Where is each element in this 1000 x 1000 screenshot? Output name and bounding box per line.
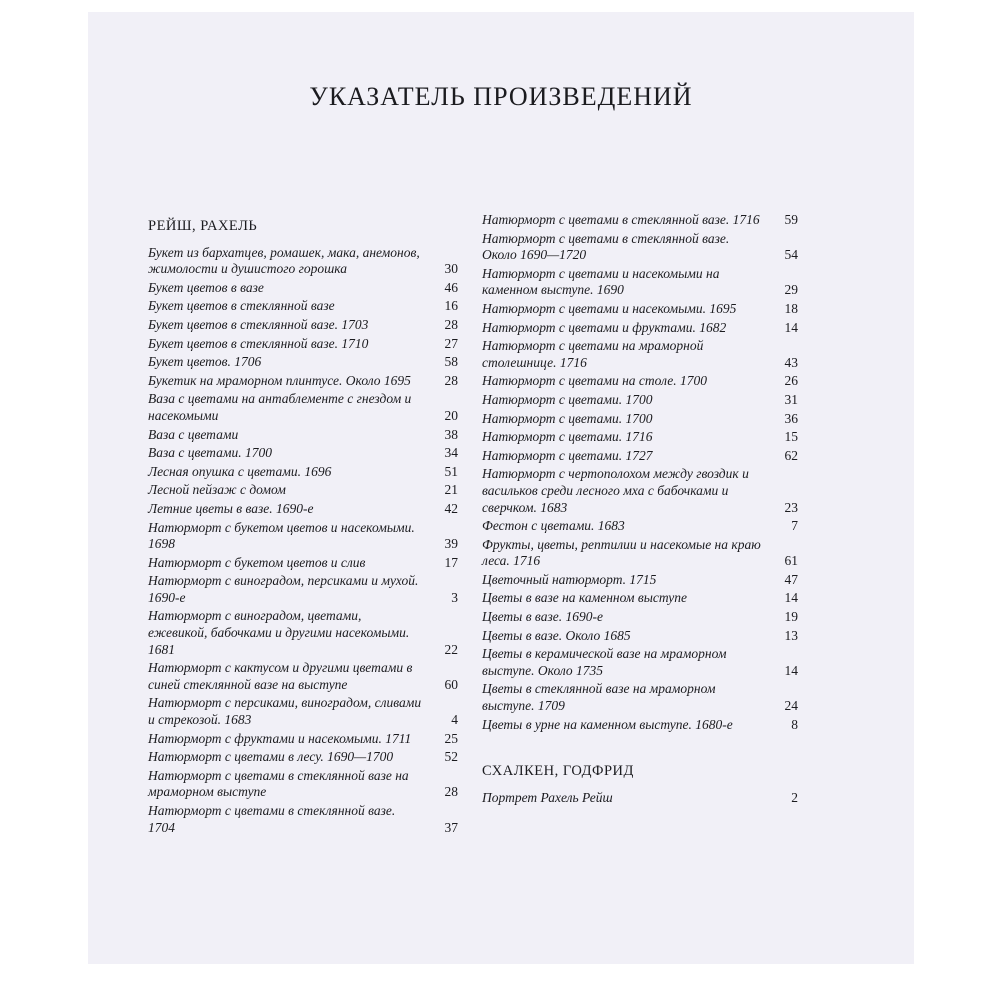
- index-column-right: [482, 212, 798, 808]
- index-entry: [148, 391, 458, 424]
- entry-page: 30: [444, 261, 458, 277]
- entry-page: 28: [444, 316, 458, 332]
- entry-title: Натюрморт с цветами. 1716: [482, 429, 653, 445]
- index-entry: [482, 212, 798, 229]
- entry-title: Натюрморт с цветами в лесу. 1690—1700: [148, 749, 394, 765]
- index-entry: [482, 373, 798, 390]
- index-entry: [148, 280, 458, 297]
- index-entry: [148, 482, 458, 499]
- entry-page: 26: [784, 373, 798, 389]
- entry-page: 42: [444, 500, 458, 516]
- entry-page: 36: [784, 410, 798, 426]
- index-entry: [482, 466, 798, 516]
- index-entry: [482, 681, 798, 714]
- entry-title: Натюрморт с цветами в стеклянной вазе на мраморном выступе: [148, 767, 409, 800]
- index-entry: [148, 695, 458, 728]
- entry-page: 22: [444, 641, 458, 657]
- index-entry: [148, 317, 458, 334]
- entry-title: Ваза с цветами. 1700: [148, 445, 272, 461]
- entry-title: Букет цветов в стеклянной вазе: [148, 298, 335, 314]
- entry-title: Цветы в урне на каменном выступе. 1680-е: [482, 716, 733, 732]
- entry-page: 27: [444, 335, 458, 351]
- index-entry: [482, 572, 798, 589]
- entry-page: 2: [791, 789, 798, 805]
- entry-page: 54: [784, 247, 798, 263]
- entry-title: Цветы в вазе. Около 1685: [482, 627, 631, 643]
- index-entry: [482, 646, 798, 679]
- entry-title: Натюрморт с цветами и насекомыми на каменном выступе. 1690: [482, 265, 720, 298]
- index-entry: [482, 609, 798, 626]
- entry-title: Ваза с цветами на антаблементе с гнездом и насекомыми: [148, 391, 412, 423]
- index-entry: [482, 717, 798, 734]
- entry-page: 31: [784, 391, 798, 407]
- entry-page: 43: [784, 354, 798, 370]
- entry-title: Букет из бархатцев, ромашек, мака, анемонов, жимолости и душистого горошка: [148, 244, 420, 277]
- entry-title: Натюрморт с цветами на мраморной столешнице. 1716: [482, 338, 704, 370]
- book-page: [88, 12, 914, 964]
- entry-page: 14: [784, 662, 798, 678]
- entry-page: 51: [444, 463, 458, 479]
- entry-title: Цветы в керамической вазе на мраморном выступе. Около 1735: [482, 646, 727, 678]
- index-entry: [148, 573, 458, 606]
- index-entry: [482, 320, 798, 337]
- entry-title: Натюрморт с букетом цветов и слив: [148, 554, 366, 570]
- entry-title: Натюрморт с цветами в стеклянной вазе. 1704: [148, 803, 396, 835]
- entry-title: Натюрморт с кактусом и другими цветами в синей стеклянной вазе на выступе: [148, 660, 413, 692]
- entry-title: Натюрморт с цветами и фруктами. 1682: [482, 319, 727, 335]
- entry-page: 14: [784, 590, 798, 606]
- entry-title: Букет цветов в стеклянной вазе. 1710: [148, 335, 369, 351]
- index-entry: [148, 427, 458, 444]
- entry-title: Цветы в вазе на каменном выступе: [482, 590, 687, 606]
- entry-page: 29: [784, 282, 798, 298]
- entry-title: Портрет Рахель Рейш: [482, 789, 613, 805]
- entry-page: 46: [444, 279, 458, 295]
- index-entry: [482, 392, 798, 409]
- entry-page: 28: [444, 372, 458, 388]
- entry-page: 47: [784, 571, 798, 587]
- entry-page: 28: [444, 784, 458, 800]
- entry-title: Натюрморт с цветами в стеклянной вазе. Около 1690—1720: [482, 230, 730, 263]
- entry-page: 39: [444, 536, 458, 552]
- entry-page: 23: [784, 499, 798, 515]
- index-entry: [148, 731, 458, 748]
- index-entry: [482, 790, 798, 807]
- entry-title: Букет цветов. 1706: [148, 354, 262, 370]
- entry-page: 7: [791, 518, 798, 534]
- entry-title: Натюрморт с виноградом, персиками и мухой. 1690-е: [148, 573, 419, 605]
- artist-heading: СХАЛКЕН, ГОДФРИД: [482, 763, 634, 780]
- entry-title: Натюрморт с виноградом, цветами, ежевикой, бабочками и другими насекомыми. 1681: [148, 608, 410, 657]
- index-entry: [148, 336, 458, 353]
- index-entry: [482, 411, 798, 428]
- index-entry: [148, 445, 458, 462]
- entry-page: 4: [451, 712, 458, 728]
- entry-page: 38: [444, 426, 458, 442]
- entry-title: Натюрморт с букетом цветов и насекомыми. 1698: [148, 519, 415, 552]
- index-entry: [148, 373, 458, 390]
- entry-page: 14: [784, 319, 798, 335]
- entry-title: Натюрморт с цветами на столе. 1700: [482, 373, 708, 389]
- index-entry: [482, 628, 798, 645]
- index-entry: [148, 803, 458, 836]
- entry-title: Ваза с цветами: [148, 426, 239, 442]
- artist-heading: РЕЙШ, РАХЕЛЬ: [148, 218, 258, 234]
- entry-title: Букет цветов в стеклянной вазе. 1703: [148, 316, 369, 332]
- index-entry: [482, 301, 798, 318]
- entry-page: 60: [444, 676, 458, 692]
- entry-page: 20: [444, 407, 458, 423]
- entry-page: 17: [444, 554, 458, 570]
- entry-title: Летние цветы в вазе. 1690-е: [148, 500, 314, 516]
- entry-page: 61: [784, 553, 798, 569]
- entry-title: Букетик на мраморном плинтусе. Около 1695: [148, 372, 411, 388]
- index-entry: [482, 537, 798, 570]
- index-entry: [148, 608, 458, 658]
- index-entry: [482, 231, 798, 264]
- entry-page: 19: [784, 609, 798, 625]
- entry-title: Фестон с цветами. 1683: [482, 518, 625, 534]
- index-entry: [482, 448, 798, 465]
- index-entry: [148, 768, 458, 801]
- index-column-left: [148, 212, 458, 838]
- entry-page: 16: [444, 298, 458, 314]
- entry-title: Букет цветов в вазе: [148, 279, 264, 295]
- index-entry: [148, 354, 458, 371]
- entry-title: Лесная опушка с цветами. 1696: [148, 463, 332, 479]
- entry-title: Цветочный натюрморт. 1715: [482, 571, 657, 587]
- entry-title: Натюрморт с фруктами и насекомыми. 1711: [148, 730, 412, 746]
- page-title: УКАЗАТЕЛЬ ПРОИЗВЕДЕНИЙ: [309, 82, 693, 111]
- entry-page: 34: [444, 445, 458, 461]
- index-entry: [148, 520, 458, 553]
- index-entry: [148, 555, 458, 572]
- index-entry: [148, 464, 458, 481]
- entry-title: Натюрморт с цветами в стеклянной вазе. 1716: [482, 212, 760, 227]
- index-entry: [482, 590, 798, 607]
- index-entry: [148, 749, 458, 766]
- entry-page: 59: [784, 212, 798, 227]
- index-entry: [148, 298, 458, 315]
- entry-page: 15: [784, 429, 798, 445]
- entry-title: Цветы в стеклянной вазе на мраморном выступе. 1709: [482, 681, 716, 714]
- entry-title: Фрукты, цветы, рептилии и насекомые на краю леса. 1716: [482, 536, 761, 569]
- entry-title: Лесной пейзаж с домом: [148, 482, 286, 498]
- entry-title: Натюрморт с цветами. 1700: [482, 410, 653, 426]
- entry-title: Натюрморт с чертополохом между гвоздик и васильков среди лесного мха с бабочками и сверчком. 1683: [482, 466, 749, 515]
- index-entry: [148, 660, 458, 693]
- entry-title: Натюрморт с цветами. 1700: [482, 391, 653, 407]
- entry-page: 3: [451, 589, 458, 605]
- entry-page: 37: [444, 819, 458, 835]
- entry-page: 62: [784, 447, 798, 463]
- index-entry: [148, 501, 458, 518]
- entry-page: 18: [784, 300, 798, 316]
- entry-page: 8: [791, 716, 798, 732]
- entry-title: Натюрморт с цветами и насекомыми. 1695: [482, 300, 737, 316]
- entry-page: 13: [784, 627, 798, 643]
- entry-page: 52: [444, 749, 458, 765]
- index-entry: [482, 338, 798, 371]
- entry-page: 21: [444, 482, 458, 498]
- entry-title: Натюрморт с цветами. 1727: [482, 447, 653, 463]
- index-entry: [482, 429, 798, 446]
- index-entry: [148, 245, 458, 278]
- entry-page: 58: [444, 354, 458, 370]
- index-entry: [482, 266, 798, 299]
- index-entry: [482, 518, 798, 535]
- entry-page: 24: [784, 698, 798, 714]
- entry-title: Цветы в вазе. 1690-е: [482, 609, 603, 625]
- entry-page: 25: [444, 730, 458, 746]
- entry-title: Натюрморт с персиками, виноградом, сливами и стрекозой. 1683: [148, 695, 422, 728]
